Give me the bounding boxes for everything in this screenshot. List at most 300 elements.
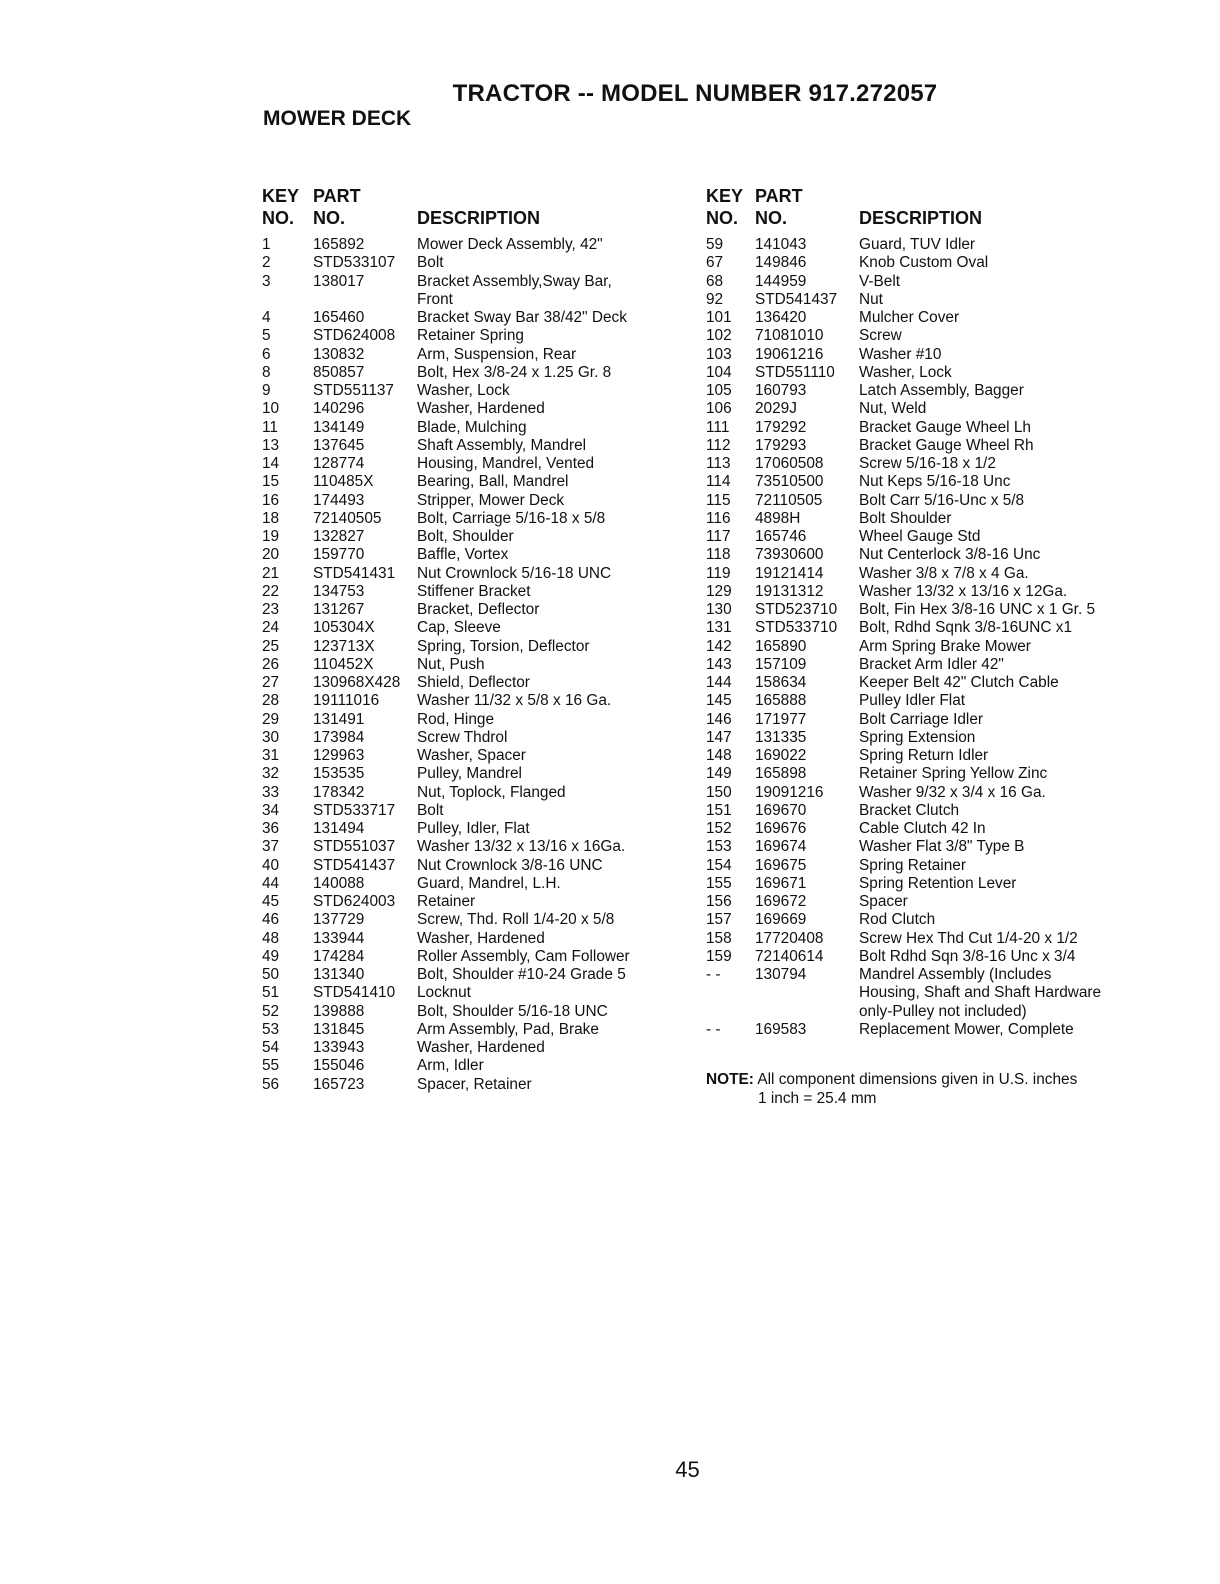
description: Baffle, Vortex — [417, 546, 509, 564]
table-row — [706, 309, 1126, 327]
key-no: 114 — [706, 473, 731, 491]
table-row — [262, 875, 682, 893]
table-row — [262, 838, 682, 856]
description: Wheel Gauge Std — [859, 528, 981, 545]
description: Nut Keps 5/16-18 Unc — [859, 473, 1011, 491]
key-no: 68 — [706, 272, 724, 290]
part-no: 179293 — [755, 436, 807, 454]
key-no: 6 — [262, 345, 271, 363]
part-no: 71081010 — [755, 327, 824, 345]
part-no: 165460 — [313, 309, 365, 326]
part-no: 157109 — [755, 655, 807, 673]
table-row — [706, 382, 1126, 400]
key-no: 115 — [706, 491, 731, 509]
key-no: - - — [706, 966, 721, 983]
description: Latch Assembly, Bagger — [859, 382, 1024, 399]
description: Shield, Deflector — [417, 674, 530, 691]
key-no: 142 — [706, 637, 732, 655]
description: Nut Crownlock 3/8-16 UNC — [417, 856, 603, 874]
key-no: 104 — [706, 363, 732, 381]
description: Spring, Torsion, Deflector — [417, 637, 590, 655]
key-no: 152 — [706, 820, 732, 837]
page-title: TRACTOR -- MODEL NUMBER 917.272057 — [452, 80, 938, 107]
description: Nut, Weld — [859, 400, 927, 418]
key-no: 67 — [706, 254, 724, 272]
key-no: 150 — [706, 783, 732, 801]
description: Bracket Clutch — [859, 801, 960, 819]
table-row — [262, 346, 682, 364]
key-no: 23 — [262, 601, 280, 618]
table-row — [706, 747, 1126, 765]
table-row — [706, 802, 1126, 820]
part-no: 19091216 — [755, 783, 824, 801]
table-row — [706, 692, 1126, 710]
table-row — [262, 1039, 682, 1057]
part-no: STD551110 — [755, 363, 835, 381]
table-row — [706, 711, 1126, 729]
key-no: 26 — [262, 655, 280, 673]
table-row — [262, 711, 682, 729]
part-no: 850857 — [313, 363, 365, 381]
description: Bolt Carr 5/16-Unc x 5/8 — [859, 491, 1025, 509]
part-no: 17720408 — [755, 929, 824, 947]
part-no: 134149 — [313, 418, 365, 436]
table-row — [706, 784, 1126, 802]
table-row — [706, 364, 1126, 382]
key-no: 27 — [262, 674, 280, 691]
key-header-top: KEY — [706, 186, 744, 206]
parts-rows-left — [262, 236, 682, 1094]
description: Washer, Hardened — [417, 400, 545, 418]
part-no: 2029J — [755, 400, 797, 418]
table-row — [706, 638, 1126, 656]
table-row — [262, 565, 682, 583]
note — [706, 1070, 1077, 1108]
table-row — [262, 692, 682, 710]
table-row — [706, 492, 1126, 510]
part-no: 165723 — [313, 1075, 365, 1093]
key-no: 119 — [706, 564, 731, 582]
table-row — [262, 473, 682, 491]
table-row — [706, 528, 1126, 546]
table-row — [262, 893, 682, 911]
table-row — [706, 291, 1126, 309]
description: Bracket, Deflector — [417, 601, 540, 618]
description: Mower Deck Assembly, 42" — [417, 236, 603, 253]
table-row — [706, 236, 1126, 254]
part-no: 174284 — [313, 947, 365, 965]
table-row — [706, 674, 1126, 692]
part-no: STD533710 — [755, 619, 838, 637]
part-no: 133944 — [313, 929, 365, 947]
table-header — [262, 186, 682, 236]
description: Guard, Mandrel, L.H. — [417, 874, 561, 892]
description: Housing, Mandrel, Vented — [417, 455, 595, 472]
part-no: STD533717 — [313, 801, 396, 819]
table-row — [262, 601, 682, 619]
table-row — [706, 948, 1126, 966]
key-no: 149 — [706, 765, 732, 783]
table-row — [706, 911, 1126, 929]
key-no: 143 — [706, 655, 732, 673]
part-no: 19111016 — [313, 692, 380, 710]
part-no: STD541410 — [313, 984, 396, 1002]
table-row — [262, 619, 682, 637]
key-no: 11 — [262, 418, 278, 436]
part-no: 131335 — [755, 728, 807, 746]
key-no: 50 — [262, 966, 280, 983]
key-no: 153 — [706, 838, 732, 856]
table-row — [262, 492, 682, 510]
table-row — [262, 437, 682, 455]
key-no: 146 — [706, 710, 732, 728]
table-row — [706, 838, 1126, 856]
key-no: 113 — [706, 455, 731, 472]
part-no: 155046 — [313, 1057, 365, 1075]
description: Bracket Arm Idler 42" — [859, 655, 1004, 673]
part-no: 136420 — [755, 309, 807, 326]
key-no: 131 — [706, 619, 732, 637]
table-row — [706, 601, 1126, 619]
table-row — [262, 273, 682, 310]
table-row — [262, 1057, 682, 1075]
table-row — [706, 893, 1126, 911]
description: Spring Retention Lever — [859, 874, 1017, 892]
part-no: 165888 — [755, 692, 807, 710]
part-no: 72140505 — [313, 509, 382, 527]
part-no: 110452X — [313, 655, 374, 673]
part-no: 17060508 — [755, 455, 824, 472]
key-no: 118 — [706, 546, 731, 564]
key-no: 18 — [262, 509, 280, 527]
table-header — [706, 186, 1126, 236]
key-no: - - — [706, 1020, 721, 1038]
table-row — [706, 820, 1126, 838]
description: Arm Assembly, Pad, Brake — [417, 1020, 599, 1038]
part-no: 72110505 — [755, 491, 823, 509]
table-row — [262, 765, 682, 783]
part-no: 131494 — [313, 820, 365, 837]
part-no: 4898H — [755, 509, 801, 527]
table-row — [262, 857, 682, 875]
part-no: 169022 — [755, 747, 807, 764]
table-row — [262, 546, 682, 564]
table-row — [262, 455, 682, 473]
part-no: 149846 — [755, 254, 807, 272]
key-no: 102 — [706, 327, 732, 345]
key-no: 25 — [262, 637, 280, 655]
part-no: STD624008 — [313, 327, 396, 345]
part-no: 140088 — [313, 874, 365, 892]
table-row — [262, 327, 682, 345]
description-header: DESCRIPTION — [417, 208, 541, 228]
description: Bolt — [417, 254, 444, 272]
description: Bolt Rdhd Sqn 3/8-16 Unc x 3/4 — [859, 947, 1076, 965]
description: Nut, Push — [417, 655, 485, 673]
key-no: 145 — [706, 692, 732, 710]
key-no: 1 — [262, 236, 271, 253]
key-header-top: KEY — [262, 186, 300, 206]
description: Washer, Hardened — [417, 1039, 545, 1056]
page-number: 45 — [675, 1457, 700, 1482]
part-no: 128774 — [313, 455, 365, 472]
key-no: 13 — [262, 436, 280, 454]
table-row — [262, 309, 682, 327]
description: Bolt, Rdhd Sqnk 3/8-16UNC x1 — [859, 619, 1073, 637]
description: Cable Clutch 42 In — [859, 820, 986, 837]
description: Washer 9/32 x 3/4 x 16 Ga. — [859, 783, 1046, 801]
key-no: 116 — [706, 509, 731, 527]
description: Spacer, Retainer — [417, 1075, 532, 1093]
description-header: DESCRIPTION — [859, 208, 983, 228]
key-no: 59 — [706, 236, 724, 253]
description: Bracket Gauge Wheel Rh — [859, 436, 1034, 454]
key-no: 24 — [262, 619, 280, 637]
key-no: 112 — [706, 436, 731, 454]
key-no: 31 — [262, 747, 280, 764]
description: Rod, Hinge — [417, 710, 494, 728]
part-no: 169672 — [755, 893, 807, 910]
table-row — [706, 765, 1126, 783]
part-no: 169674 — [755, 838, 807, 856]
key-no: 92 — [706, 290, 724, 308]
table-row — [706, 254, 1126, 272]
part-no: 132827 — [313, 528, 365, 545]
key-no: 53 — [262, 1020, 280, 1038]
key-no: 101 — [706, 309, 732, 326]
part-no: 73510500 — [755, 473, 824, 491]
description: Arm, Idler — [417, 1057, 484, 1075]
table-row — [262, 254, 682, 272]
key-no: 155 — [706, 874, 732, 892]
description: Retainer Spring Yellow Zinc — [859, 765, 1048, 783]
key-no: 2 — [262, 254, 271, 272]
description: Washer 3/8 x 7/8 x 4 Ga. — [859, 564, 1029, 582]
description: Washer 13/32 x 13/16 x 16Ga. — [417, 838, 626, 856]
section-title: MOWER DECK — [263, 107, 412, 130]
description: Knob Custom Oval — [859, 254, 989, 272]
part-no: 130968X428 — [313, 674, 401, 691]
key-no: 20 — [262, 546, 280, 564]
description: Roller Assembly, Cam Follower — [417, 947, 630, 965]
key-no: 156 — [706, 893, 732, 910]
description: Washer, Lock — [417, 382, 510, 399]
key-no: 147 — [706, 728, 732, 746]
table-row — [262, 784, 682, 802]
table-row — [262, 400, 682, 418]
table-row — [262, 948, 682, 966]
note-conversion: 1 inch = 25.4 mm — [758, 1090, 877, 1107]
part-no: 105304X — [313, 619, 375, 637]
part-no: 134753 — [313, 582, 365, 600]
description: Bolt, Shoulder — [417, 528, 514, 545]
part-no: 169583 — [755, 1020, 807, 1038]
table-row — [706, 729, 1126, 747]
part-no: 19061216 — [755, 345, 824, 363]
description: Screw Hex Thd Cut 1/4-20 x 1/2 — [859, 929, 1078, 947]
key-no: 14 — [262, 455, 280, 472]
parts-table-left — [262, 186, 682, 1094]
table-row — [262, 1076, 682, 1094]
key-no: 28 — [262, 692, 280, 710]
part-no: 72140614 — [755, 947, 824, 965]
description: Bolt, Carriage 5/16-18 x 5/8 — [417, 509, 606, 527]
key-no: 106 — [706, 400, 732, 418]
table-row — [706, 619, 1126, 637]
key-no: 5 — [262, 327, 271, 345]
key-no: 157 — [706, 911, 732, 929]
description: Nut Crownlock 5/16-18 UNC — [417, 564, 612, 582]
part-no: STD523710 — [755, 601, 838, 618]
part-no: STD551037 — [313, 838, 396, 856]
description: Nut — [859, 290, 883, 308]
key-no: 56 — [262, 1075, 280, 1093]
table-row — [262, 1003, 682, 1021]
part-no: 169676 — [755, 820, 807, 837]
part-header-bottom: NO. — [313, 208, 346, 228]
key-no: 111 — [706, 418, 730, 436]
part-no: 110485X — [313, 473, 374, 491]
description: Bolt, Shoulder 5/16-18 UNC — [417, 1002, 608, 1020]
key-no: 32 — [262, 765, 280, 783]
part-no: 137645 — [313, 436, 365, 454]
description: Retainer — [417, 893, 476, 910]
table-row — [706, 583, 1126, 601]
key-no: 30 — [262, 728, 280, 746]
part-header-bottom: NO. — [755, 208, 788, 228]
part-no: 137729 — [313, 911, 365, 929]
part-no: 169671 — [755, 874, 807, 892]
part-no: 159770 — [313, 546, 365, 564]
table-row — [706, 656, 1126, 674]
part-no: 169675 — [755, 856, 807, 874]
key-no: 34 — [262, 801, 280, 819]
key-no: 54 — [262, 1039, 280, 1056]
part-no: 174493 — [313, 491, 365, 509]
key-no: 29 — [262, 710, 280, 728]
part-no: 169669 — [755, 911, 807, 929]
table-row — [262, 911, 682, 929]
table-row — [706, 966, 1126, 1021]
key-no: 103 — [706, 345, 732, 363]
part-no: 19131312 — [755, 582, 824, 600]
description: Spring Extension — [859, 728, 976, 746]
description: Stripper, Mower Deck — [417, 491, 565, 509]
table-row — [262, 984, 682, 1002]
table-row — [262, 966, 682, 984]
part-no: 141043 — [755, 236, 807, 253]
part-no: STD541437 — [755, 290, 838, 308]
description: V-Belt — [859, 272, 901, 290]
description: Retainer Spring — [417, 327, 524, 345]
table-row — [262, 236, 682, 254]
key-no: 22 — [262, 582, 280, 600]
parts-rows-right — [706, 236, 1126, 1039]
key-no: 8 — [262, 363, 271, 381]
key-no: 44 — [262, 874, 280, 892]
table-row — [262, 419, 682, 437]
description: Mulcher Cover — [859, 309, 960, 326]
table-row — [706, 437, 1126, 455]
key-header-bottom: NO. — [706, 208, 739, 228]
key-no: 52 — [262, 1002, 280, 1020]
description: Washer, Spacer — [417, 747, 526, 764]
key-no: 117 — [706, 528, 731, 545]
description: Bolt Shoulder — [859, 509, 952, 527]
table-row — [262, 729, 682, 747]
part-no: 138017 — [313, 272, 365, 290]
description: Bolt Carriage Idler — [859, 710, 984, 728]
table-row — [262, 528, 682, 546]
description: Pulley, Idler, Flat — [417, 820, 530, 837]
part-no: 130832 — [313, 345, 365, 363]
table-row — [706, 473, 1126, 491]
part-no: 165746 — [755, 528, 807, 545]
part-no: 165898 — [755, 765, 807, 783]
description: Keeper Belt 42" Clutch Cable — [859, 674, 1059, 691]
table-row — [706, 565, 1126, 583]
table-row — [262, 638, 682, 656]
key-no: 130 — [706, 601, 732, 618]
description: Bolt, Fin Hex 3/8-16 UNC x 1 Gr. 5 — [859, 601, 1096, 618]
table-row — [706, 546, 1126, 564]
part-no: 73930600 — [755, 546, 824, 564]
table-row — [706, 875, 1126, 893]
table-row — [706, 419, 1126, 437]
description: Screw, Thd. Roll 1/4-20 x 5/8 — [417, 911, 615, 929]
part-no: 19121414 — [755, 564, 824, 582]
description: Stiffener Bracket — [417, 582, 531, 600]
table-row — [262, 802, 682, 820]
key-no: 144 — [706, 674, 732, 691]
table-row — [262, 382, 682, 400]
table-row — [262, 747, 682, 765]
description: Screw Thdrol — [417, 728, 508, 746]
key-no: 45 — [262, 893, 280, 910]
table-row — [706, 346, 1126, 364]
key-no: 15 — [262, 473, 280, 491]
table-row — [706, 857, 1126, 875]
key-no: 46 — [262, 911, 280, 929]
parts-table-right — [706, 186, 1126, 1039]
key-no: 16 — [262, 491, 280, 509]
key-no: 4 — [262, 309, 271, 326]
description: Screw — [859, 327, 902, 345]
part-no: 169670 — [755, 801, 807, 819]
part-no: STD551137 — [313, 382, 394, 399]
description: Washer 11/32 x 5/8 x 16 Ga. — [417, 692, 612, 710]
part-no: STD541431 — [313, 564, 396, 582]
key-no: 105 — [706, 382, 732, 399]
table-row — [262, 364, 682, 382]
description: Pulley, Mandrel — [417, 765, 522, 783]
part-no: 131267 — [313, 601, 365, 618]
description: Bolt, Shoulder #10-24 Grade 5 — [417, 966, 626, 983]
description: Locknut — [417, 984, 471, 1002]
table-row — [706, 510, 1126, 528]
part-header-top: PART — [755, 186, 803, 206]
description: Spring Return Idler — [859, 747, 989, 764]
part-no: 165890 — [755, 637, 807, 655]
description: Screw 5/16-18 x 1/2 — [859, 455, 996, 472]
key-no: 154 — [706, 856, 732, 874]
table-row — [262, 583, 682, 601]
part-no: 179292 — [755, 418, 807, 436]
key-no: 129 — [706, 582, 732, 600]
key-no: 40 — [262, 856, 280, 874]
key-no: 36 — [262, 820, 280, 837]
description: Rod Clutch — [859, 911, 936, 929]
